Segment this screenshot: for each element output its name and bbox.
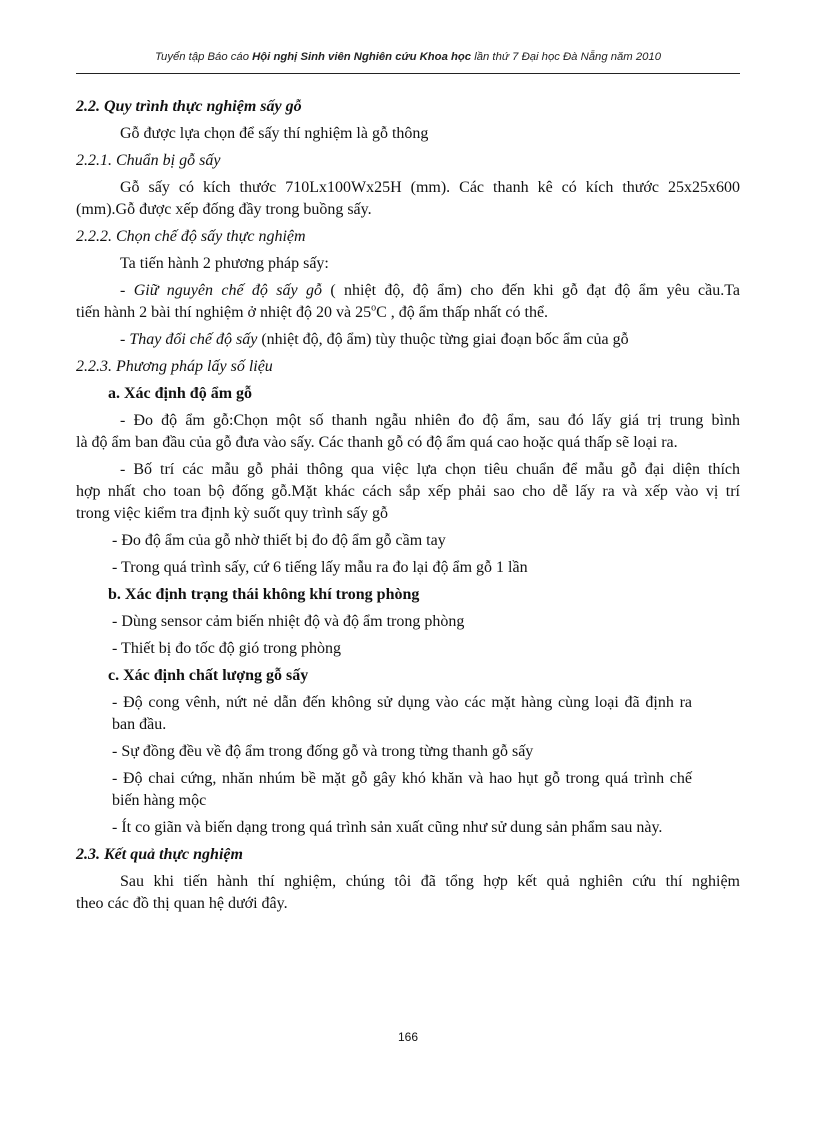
section-2-2-title: 2.2. Quy trình thực nghiệm sấy gỗ xyxy=(76,98,302,115)
item-a3: - Đo độ ẩm của gỗ nhờ thiết bị đo độ ẩm gỗ cầm tay xyxy=(112,532,446,549)
section-2-2-intro: Gỗ được lựa chọn để sấy thí nghiệm là gỗ thông xyxy=(120,125,429,142)
item-b2: - Thiết bị đo tốc độ gió trong phòng xyxy=(112,640,342,657)
section-2-2-1-para-line-2: (mm).Gỗ được xếp đống đầy trong buồng sấy. xyxy=(76,201,372,218)
section-2-2-2-intro: Ta tiến hành 2 phương pháp sấy: xyxy=(120,255,329,272)
item-a2-line-1: - Bố trí các mẫu gỗ phải thông qua việc lựa chọn tiêu chuẩn để mẫu gỗ đại diện thích xyxy=(120,461,740,478)
item-a1-line-2: là độ ẩm ban đầu của gỗ đưa vào sấy. Các thanh gỗ có độ ẩm quá cao hoặc quá thấp sẽ loại ra. xyxy=(76,434,678,451)
item-c2: - Sự đồng đều về độ ẩm trong đống gỗ và trong từng thanh gỗ sấy xyxy=(112,743,534,760)
method-2-desc: (nhiệt độ, độ ẩm) tùy thuộc từng giai đoạn bốc ẩm của gỗ xyxy=(257,331,629,348)
degree-superscript: o xyxy=(371,302,377,314)
subsection-c-title: c. Xác định chất lượng gỗ sấy xyxy=(108,667,309,684)
page-number: 166 xyxy=(397,1030,419,1044)
subsection-b-title: b. Xác định trạng thái không khí trong phòng xyxy=(108,586,420,603)
method-1-line-1 xyxy=(120,281,740,301)
method-1-cont-a: tiến hành 2 bài thí nghiệm ở nhiệt độ 20 và 25 xyxy=(76,304,372,321)
section-2-2-3-title: 2.2.3. Phương pháp lấy số liệu xyxy=(76,358,273,375)
item-a2-line-3: trong việc kiểm tra định kỳ suốt quy trình sấy gỗ xyxy=(76,505,388,522)
subsection-a-title: a. Xác định độ ẩm gỗ xyxy=(108,385,253,402)
item-c3-line-2: biến hàng mộc xyxy=(112,792,207,809)
method-1-line-2 xyxy=(76,303,740,323)
header-rule xyxy=(76,73,740,74)
method-2-name: Thay đổi chế độ sấy xyxy=(129,331,258,348)
item-a4: - Trong quá trình sấy, cứ 6 tiếng lấy mẫu ra đo lại độ ẩm gỗ 1 lần xyxy=(112,559,528,576)
header-post: lần thứ 7 Đại học Đà Nẵng năm 2010 xyxy=(471,51,661,63)
header-pre: Tuyển tập Báo cáo xyxy=(154,51,253,63)
section-2-3-title: 2.3. Kết quả thực nghiệm xyxy=(76,846,243,863)
method-1-dash: - xyxy=(120,282,134,299)
section-2-2-2-title: 2.2.2. Chọn chế độ sấy thực nghiệm xyxy=(76,228,306,245)
section-2-3-para-line-1: Sau khi tiến hành thí nghiệm, chúng tôi đã tổng hợp kết quả nghiên cứu thí nghiệm xyxy=(120,873,740,890)
item-c4: - Ít co giãn và biến dạng trong quá trình sản xuất cũng như sử dung sản phẩm sau này. xyxy=(112,819,663,836)
item-a2-line-2: hợp nhất cho toan bộ đống gỗ.Mặt khác cách sắp xếp phải sao cho dễ lấy ra và xếp vào vị trí xyxy=(76,483,740,500)
item-b1: - Dùng sensor cảm biến nhiệt độ và độ ẩm trong phòng xyxy=(112,613,465,630)
section-2-2-1-title: 2.2.1. Chuẩn bị gỗ sấy xyxy=(76,152,221,169)
method-1-desc: ( nhiệt độ, độ ẩm) cho đến khi gỗ đạt độ ẩm yêu cầu.Ta xyxy=(321,282,741,299)
running-header xyxy=(76,51,740,63)
section-2-3-para-line-2: theo các đồ thị quan hệ dưới đây. xyxy=(76,895,288,912)
method-2-line xyxy=(120,330,740,350)
method-1-name: Giữ nguyên chế độ sấy gỗ xyxy=(133,282,322,299)
header-conference-name: Hội nghị Sinh viên Nghiên cứu Khoa học xyxy=(252,51,472,63)
method-2-dash: - xyxy=(120,331,130,348)
item-a1-line-1: - Đo độ ẩm gỗ:Chọn một số thanh ngẫu nhiên đo độ ẩm, sau đó lấy giá trị trung bình xyxy=(120,412,740,429)
item-c1-line-1: - Độ cong vênh, nứt nẻ dẫn đến không sử dụng vào các mặt hàng cùng loại đã định ra xyxy=(112,694,692,711)
method-1-cont-b: C , độ ẩm thấp nhất có thể. xyxy=(376,304,549,321)
item-c1-line-2: ban đầu. xyxy=(112,716,167,733)
section-2-2-1-para-line-1: Gỗ sấy có kích thước 710Lx100Wx25H (mm). Các thanh kê có kích thước 25x25x600 xyxy=(120,179,740,196)
item-c3-line-1: - Độ chai cứng, nhăn nhúm bề mặt gỗ gây khó khăn và hao hụt gỗ trong quá trình chế xyxy=(112,770,692,787)
